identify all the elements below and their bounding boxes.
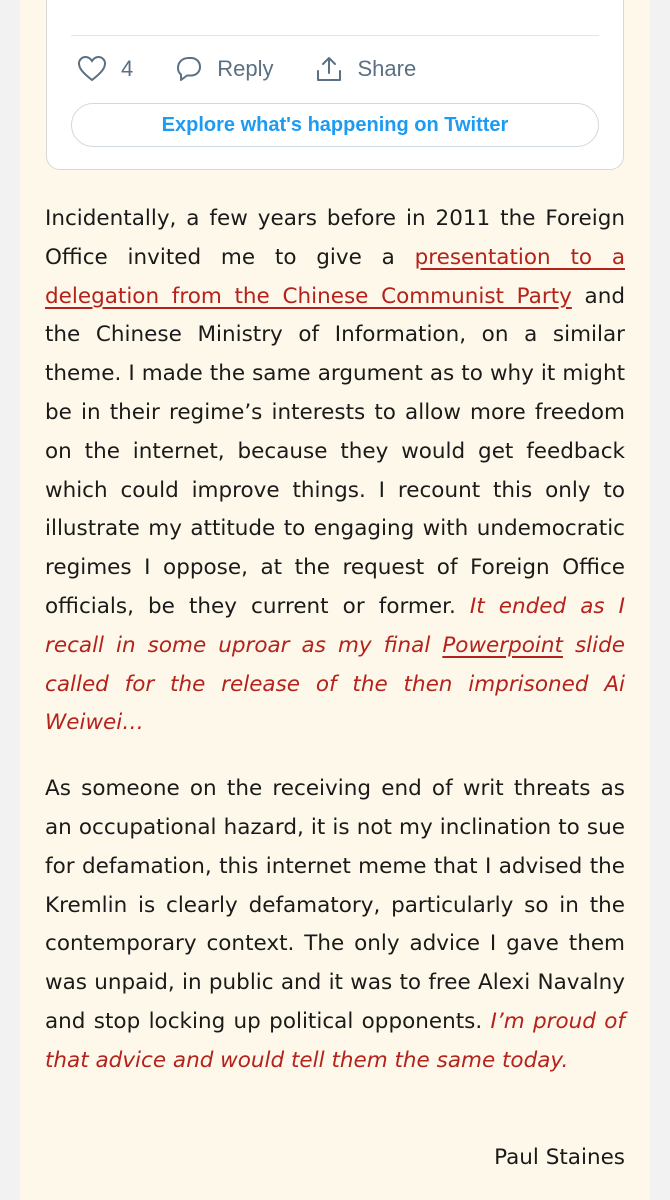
reply-button[interactable] [173, 55, 273, 83]
p2-red-text: I’m proud of that advice and would tell them the same today. [45, 1008, 625, 1073]
like-count: 4 [121, 56, 134, 81]
p1-intro: Incidentally, a few years before in 2011 the Foreign Office invited me to give a [45, 206, 625, 270]
explore-twitter-button[interactable]: Explore what's happening on Twitter [71, 103, 599, 147]
reply-icon [173, 55, 203, 83]
tweet-actions [77, 51, 456, 87]
share-button[interactable] [314, 55, 417, 83]
powerpoint-link[interactable]: Powerpoint [442, 632, 563, 658]
author-signature: Paul Staines [494, 1145, 625, 1170]
p1-red-text-a: It ended as I recall in some uproar as my final [45, 593, 625, 658]
reply-label: Reply [217, 56, 274, 81]
share-icon [314, 55, 344, 83]
presentation-link[interactable]: presentation to a delegation from the Chinese Communist Party [45, 244, 625, 309]
tweet-divider [71, 35, 599, 36]
paragraph-1 [45, 200, 625, 743]
article-page [20, 0, 650, 1200]
article-body [45, 200, 625, 1081]
paragraph-2 [45, 770, 625, 1080]
embedded-tweet[interactable] [46, 0, 624, 170]
p2-text: As someone on the receiving end of writ threats as an occupational hazard, it is not my inclination to sue for defamation, this internet meme that I advised the Kremlin is clearly defamatory, particularly so in the contemporary context. The only advice I gave them was unpaid, in public and it was to free Alexi Navalny and stop locking up political opponents. [45, 776, 625, 1034]
p1-red-text-b: slide called for the release of the then imprisoned Ai Weiwei… [45, 632, 626, 736]
p1-middle: and the Chinese Ministry of Information, on a similar theme. I made the same argument as to why it might be in their regime’s interests to allow more freedom on the internet, because they would get feedback which could improve things. I recount this only to illustrate my attitude to engaging with undemocratic regimes I oppose, at the request of Foreign Office officials, be they current or former. [45, 283, 625, 619]
heart-icon [77, 55, 107, 83]
like-button[interactable] [77, 55, 133, 83]
share-label: Share [357, 56, 417, 81]
